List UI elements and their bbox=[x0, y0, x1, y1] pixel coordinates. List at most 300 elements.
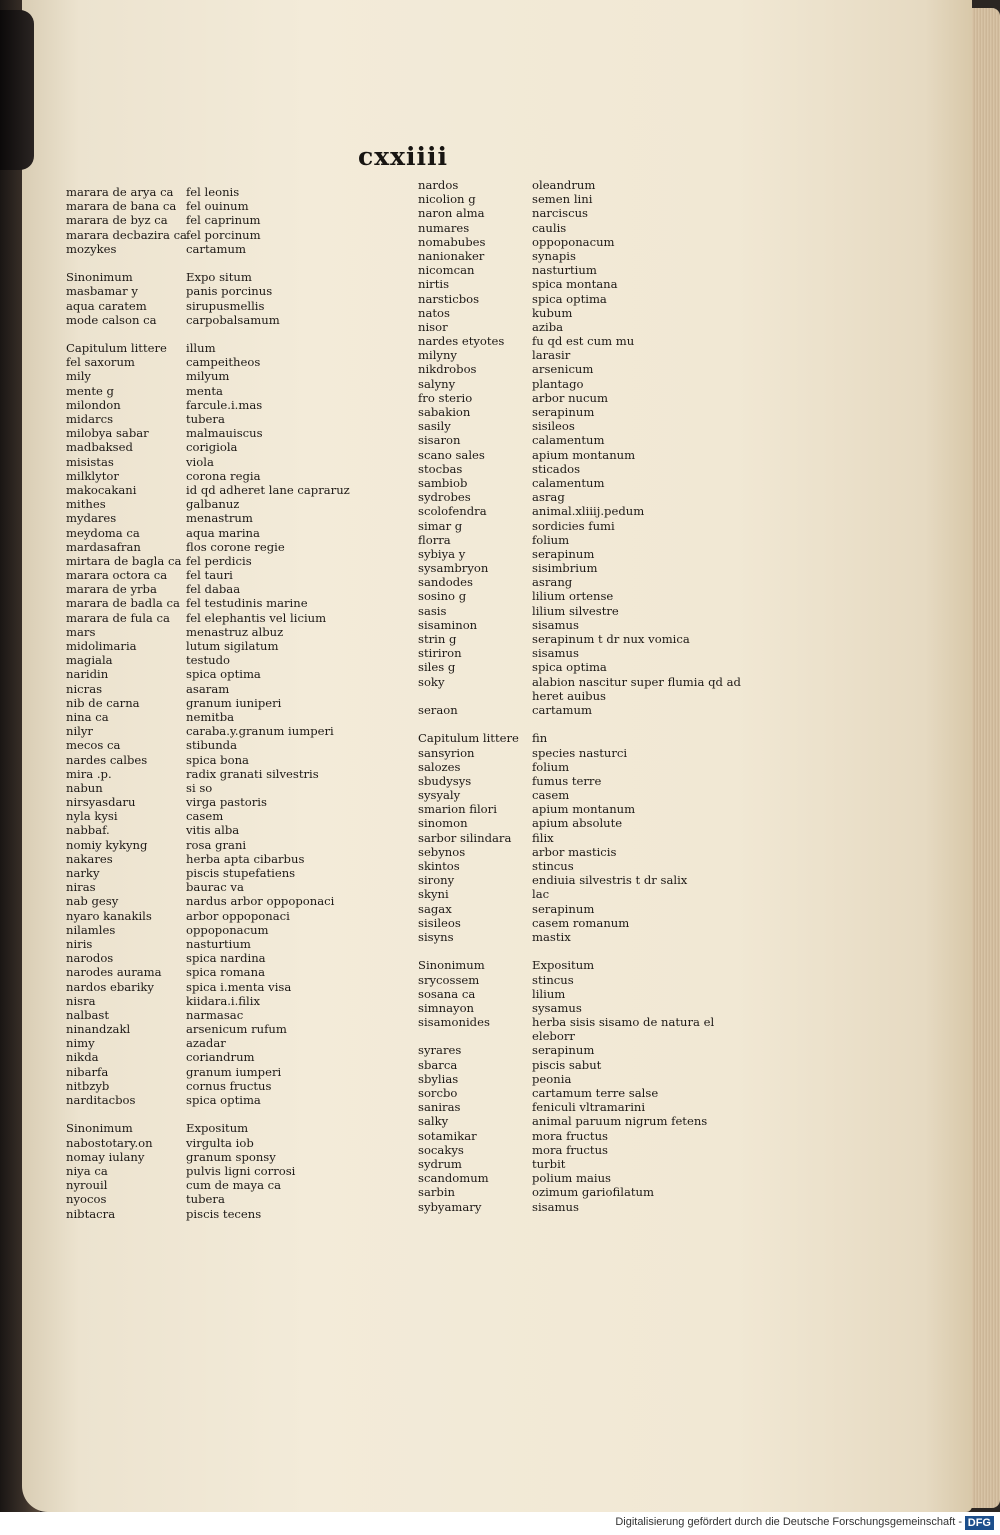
text-line: cornus fructus bbox=[186, 1078, 272, 1093]
text-line: piscis stupefatiens bbox=[186, 866, 296, 880]
text-line: nisra bbox=[66, 993, 96, 1008]
text-line: mardasafran bbox=[66, 539, 141, 554]
text-line: sisyns bbox=[418, 929, 454, 944]
text-line: cartamum bbox=[532, 702, 592, 717]
text-line bbox=[418, 717, 519, 731]
text-line: meydoma ca bbox=[66, 525, 140, 540]
text-line: sordicies fumi bbox=[532, 518, 615, 533]
text-line: sirupusmellis bbox=[186, 298, 265, 313]
text-line: salozes bbox=[418, 759, 461, 774]
text-line: spica optima bbox=[186, 1093, 261, 1107]
text-line: marara de fula ca bbox=[66, 610, 170, 625]
text-line: sybyamary bbox=[418, 1199, 482, 1214]
text-line: aqua caratem bbox=[66, 298, 147, 313]
text-line: sybiya y bbox=[418, 546, 466, 561]
text-line: asrag bbox=[532, 490, 565, 505]
text-line: skintos bbox=[418, 859, 460, 873]
text-line: arbor nucum bbox=[532, 390, 608, 405]
text-line: virga pastoris bbox=[186, 795, 267, 810]
text-line: nardos bbox=[418, 178, 459, 192]
text-line: skyni bbox=[418, 887, 449, 902]
text-line: sysambryon bbox=[418, 561, 489, 576]
text-line: nyrouil bbox=[66, 1178, 108, 1193]
text-line: animal.xliiij.pedum bbox=[532, 504, 645, 519]
text-line: asrang bbox=[532, 575, 573, 590]
text-line: lilium silvestre bbox=[532, 603, 619, 618]
text-line: nirtis bbox=[418, 277, 450, 292]
text-line: virgulta iob bbox=[186, 1135, 254, 1150]
text-line: fel leonis bbox=[186, 185, 240, 199]
text-line: sosino g bbox=[418, 589, 467, 604]
text-line: sisimbrium bbox=[532, 561, 598, 576]
text-line: midarcs bbox=[66, 412, 114, 426]
text-line: serapinum bbox=[532, 546, 595, 561]
text-line: scandomum bbox=[418, 1171, 489, 1186]
text-line bbox=[532, 717, 741, 731]
text-line: farcule.i.mas bbox=[186, 397, 263, 412]
text-line: arbor oppoponaci bbox=[186, 908, 290, 923]
text-line: narciscus bbox=[532, 206, 588, 221]
text-line: baurac va bbox=[186, 880, 244, 895]
text-line: campeitheos bbox=[186, 355, 261, 370]
text-line: syrares bbox=[418, 1043, 462, 1058]
text-line: sebynos bbox=[418, 844, 466, 859]
text-line: fel saxorum bbox=[66, 355, 135, 370]
text-line: si so bbox=[186, 780, 213, 795]
text-line bbox=[418, 944, 519, 958]
text-line: narditacbos bbox=[66, 1093, 136, 1107]
text-line: spica optima bbox=[186, 667, 261, 682]
text-line: marara de yrba bbox=[66, 582, 157, 597]
column-3 bbox=[418, 178, 519, 1214]
text-line: Capitulum littere bbox=[66, 341, 167, 356]
text-line bbox=[66, 1107, 187, 1121]
text-line: piscis tecens bbox=[186, 1206, 262, 1221]
folio-number: cxxiiii bbox=[358, 142, 449, 171]
text-line: oppoponacum bbox=[186, 922, 269, 937]
text-line: nibarfa bbox=[66, 1064, 109, 1079]
text-line: filix bbox=[532, 830, 554, 845]
text-line: stincus bbox=[532, 859, 574, 873]
text-line: fel perdicis bbox=[186, 553, 252, 568]
text-line: tubera bbox=[186, 1192, 225, 1207]
text-line: Expositum bbox=[186, 1121, 249, 1136]
text-line: sisamonides bbox=[418, 1015, 490, 1030]
text-line: asaram bbox=[186, 681, 230, 696]
text-line: stiriron bbox=[418, 646, 462, 661]
text-line: srycossem bbox=[418, 972, 480, 987]
text-line: sbarca bbox=[418, 1057, 458, 1072]
text-line: nanionaker bbox=[418, 248, 485, 263]
text-line: marara de badla ca bbox=[66, 596, 180, 611]
text-line: rosa grani bbox=[186, 837, 247, 852]
text-line: sansyrion bbox=[418, 745, 475, 760]
text-line: makocakani bbox=[66, 482, 137, 497]
text-line: natos bbox=[418, 305, 450, 320]
text-line: fel elephantis vel licium bbox=[186, 610, 327, 625]
text-line: narky bbox=[66, 866, 100, 880]
text-line: nasturtium bbox=[186, 936, 251, 951]
text-line: sydrobes bbox=[418, 490, 471, 505]
text-line: fu qd est cum mu bbox=[532, 334, 635, 349]
text-line: panis porcinus bbox=[186, 284, 273, 299]
text-line: larasir bbox=[532, 348, 571, 363]
text-line: marara de arya ca bbox=[66, 185, 174, 199]
text-line: apium montanum bbox=[532, 447, 636, 462]
text-line: mira .p. bbox=[66, 766, 112, 781]
text-line: sorcbo bbox=[418, 1086, 458, 1100]
text-line: corigiola bbox=[186, 440, 238, 455]
text-line: sarbor silindara bbox=[418, 830, 512, 845]
text-line: masbamar y bbox=[66, 284, 138, 299]
text-line: cum de maya ca bbox=[186, 1178, 282, 1193]
text-line: animal paruum nigrum fetens bbox=[532, 1114, 708, 1129]
text-line: sisamus bbox=[532, 1199, 579, 1214]
text-line: azadar bbox=[186, 1036, 226, 1051]
text-line: fel testudinis marine bbox=[186, 596, 308, 611]
text-line: herba sisis sisamo de natura el bbox=[532, 1015, 715, 1030]
text-line: naridin bbox=[66, 667, 109, 682]
text-line: simar g bbox=[418, 518, 463, 533]
text-line: Expositum bbox=[532, 958, 595, 973]
text-line: fro sterio bbox=[418, 390, 473, 405]
text-line: niris bbox=[66, 936, 93, 951]
text-line: salky bbox=[418, 1114, 449, 1129]
text-line: Expo situm bbox=[186, 270, 252, 285]
text-line: vitis alba bbox=[186, 823, 240, 838]
text-line: nyaro kanakils bbox=[66, 908, 152, 923]
text-line: nardus arbor oppoponaci bbox=[186, 894, 335, 909]
text-line: mirtara de bagla ca bbox=[66, 553, 182, 568]
text-line: aziba bbox=[532, 319, 564, 334]
text-line: numares bbox=[418, 220, 470, 235]
text-line: testudo bbox=[186, 653, 230, 668]
text-line: nyocos bbox=[66, 1192, 107, 1207]
text-line: lilium ortense bbox=[532, 589, 614, 604]
text-line: lutum sigilatum bbox=[186, 639, 279, 653]
text-line: mastix bbox=[532, 929, 571, 944]
text-line: midolimaria bbox=[66, 639, 137, 653]
text-line: cartamum terre salse bbox=[532, 1086, 659, 1100]
text-line: synapis bbox=[532, 248, 576, 263]
text-line: fel dabaa bbox=[186, 582, 241, 597]
text-line: carpobalsamum bbox=[186, 312, 280, 327]
text-line: nardes calbes bbox=[66, 752, 148, 767]
text-line: spica montana bbox=[532, 277, 618, 292]
text-line: polium maius bbox=[532, 1171, 611, 1186]
text-line: sagax bbox=[418, 901, 452, 916]
text-line: pulvis ligni corrosi bbox=[186, 1163, 296, 1178]
text-line: soky bbox=[418, 674, 445, 689]
text-line: mecos ca bbox=[66, 738, 121, 753]
text-line: nirsyasdaru bbox=[66, 795, 136, 810]
text-line: sirony bbox=[418, 873, 455, 888]
text-line bbox=[186, 327, 350, 341]
text-line: corona regia bbox=[186, 468, 261, 483]
text-line: flos corone regie bbox=[186, 539, 285, 554]
text-line: nomay iulany bbox=[66, 1149, 145, 1164]
text-line: sisileos bbox=[532, 419, 575, 434]
text-line: Capitulum littere bbox=[418, 731, 519, 746]
text-line: scolofendra bbox=[418, 504, 487, 519]
text-line: heret auibus bbox=[532, 688, 607, 703]
text-line: nicras bbox=[66, 681, 103, 696]
text-line: nina ca bbox=[66, 709, 109, 724]
text-line: spica bona bbox=[186, 752, 249, 767]
text-line: marara de bana ca bbox=[66, 199, 177, 214]
text-line: fel ouinum bbox=[186, 199, 249, 214]
text-line: scano sales bbox=[418, 447, 485, 462]
text-line: nab gesy bbox=[66, 894, 119, 909]
text-line: nibtacra bbox=[66, 1206, 116, 1221]
text-line: sasis bbox=[418, 603, 447, 618]
text-line: stincus bbox=[532, 972, 574, 987]
text-line: spica i.menta visa bbox=[186, 979, 292, 994]
text-line: Sinonimum bbox=[66, 270, 133, 285]
text-line: calamentum bbox=[532, 475, 605, 490]
text-line: nardos ebariky bbox=[66, 979, 154, 994]
text-line: marara de byz ca bbox=[66, 213, 168, 228]
text-line: semen lini bbox=[532, 192, 593, 207]
text-line: granum sponsy bbox=[186, 1149, 276, 1164]
text-line: oleandrum bbox=[532, 178, 596, 192]
text-line: menastrum bbox=[186, 511, 253, 526]
text-line: nardes etyotes bbox=[418, 334, 505, 349]
text-line: narmasac bbox=[186, 1007, 244, 1022]
text-line: nikda bbox=[66, 1050, 99, 1065]
text-line: casem bbox=[186, 809, 224, 824]
text-line: narodos bbox=[66, 951, 114, 966]
text-line: spica romana bbox=[186, 965, 265, 980]
text-line bbox=[186, 1107, 350, 1121]
text-line: apium montanum bbox=[532, 802, 636, 817]
text-line: turbit bbox=[532, 1156, 566, 1171]
column-1 bbox=[66, 185, 187, 1221]
text-line: serapinum bbox=[532, 901, 595, 916]
text-line: milondon bbox=[66, 397, 121, 412]
text-line: sosana ca bbox=[418, 986, 476, 1001]
text-line: radix granati silvestris bbox=[186, 766, 319, 781]
text-line: piscis sabut bbox=[532, 1057, 602, 1072]
text-line: siles g bbox=[418, 660, 456, 675]
text-line bbox=[186, 256, 350, 270]
text-line bbox=[532, 944, 741, 958]
text-line: menastruz albuz bbox=[186, 624, 284, 639]
text-line: nikdrobos bbox=[418, 362, 477, 377]
text-line: stocbas bbox=[418, 461, 463, 476]
footer-credit: Digitalisierung gefördert durch die Deutsche Forschungsgemeinschaft - bbox=[615, 1516, 962, 1528]
text-line: simnayon bbox=[418, 1000, 475, 1015]
text-line: granum iumperi bbox=[186, 1064, 282, 1079]
text-line: casem romanum bbox=[532, 915, 630, 930]
text-line: cartamum bbox=[186, 241, 246, 256]
text-line: nalbast bbox=[66, 1007, 110, 1022]
text-line: sysamus bbox=[532, 1000, 582, 1015]
text-line: arbor masticis bbox=[532, 844, 617, 859]
text-line: folium bbox=[532, 532, 570, 547]
text-line: lac bbox=[532, 887, 550, 902]
text-line: fel caprinum bbox=[186, 213, 261, 228]
text-line: nicomcan bbox=[418, 263, 475, 278]
text-line: milobya sabar bbox=[66, 426, 149, 441]
text-line: folium bbox=[532, 759, 570, 774]
text-line bbox=[66, 256, 187, 270]
binding-shadow bbox=[0, 10, 34, 170]
text-line: sisamus bbox=[532, 617, 579, 632]
text-line: plantago bbox=[532, 376, 584, 391]
text-line: tubera bbox=[186, 412, 225, 426]
text-line: ozimum gariofilatum bbox=[532, 1185, 654, 1200]
text-line: nilyr bbox=[66, 724, 93, 739]
column-2 bbox=[186, 185, 350, 1221]
text-line: lilium bbox=[532, 986, 566, 1001]
dfg-logo: DFG bbox=[965, 1516, 994, 1530]
text-line: mydares bbox=[66, 511, 117, 526]
text-line: arsenicum bbox=[532, 362, 594, 377]
text-line: sarbin bbox=[418, 1185, 456, 1200]
text-line bbox=[66, 327, 187, 341]
text-line: nasturtium bbox=[532, 263, 597, 278]
text-line: sambiob bbox=[418, 475, 468, 490]
text-line: niya ca bbox=[66, 1163, 108, 1178]
text-line: menta bbox=[186, 383, 223, 398]
text-line: mode calson ca bbox=[66, 312, 157, 327]
text-line: nisor bbox=[418, 319, 448, 334]
text-line: nilamles bbox=[66, 922, 116, 937]
text-line: sisaron bbox=[418, 433, 461, 448]
text-line: apium absolute bbox=[532, 816, 623, 831]
text-line: calamentum bbox=[532, 433, 605, 448]
text-line: viola bbox=[186, 454, 214, 469]
text-line: sticados bbox=[532, 461, 581, 476]
text-line: mars bbox=[66, 624, 96, 639]
text-line: mily bbox=[66, 369, 91, 384]
text-line: coriandrum bbox=[186, 1050, 255, 1065]
text-line: nimy bbox=[66, 1036, 95, 1051]
text-line: florra bbox=[418, 532, 451, 547]
text-line: casem bbox=[532, 788, 570, 803]
text-line: kiidara.i.filix bbox=[186, 993, 260, 1008]
text-line: species nasturci bbox=[532, 745, 628, 760]
text-line: madbaksed bbox=[66, 440, 133, 455]
text-line: sinomon bbox=[418, 816, 468, 831]
text-line: sabakion bbox=[418, 405, 471, 419]
text-line: magiala bbox=[66, 653, 113, 668]
text-line: endiuia silvestris t dr salix bbox=[532, 873, 688, 888]
text-line: nabbaf. bbox=[66, 823, 110, 838]
text-line: narsticbos bbox=[418, 291, 480, 306]
text-line: mente g bbox=[66, 383, 114, 398]
text-line: sisaminon bbox=[418, 617, 478, 632]
text-line: spica nardina bbox=[186, 951, 266, 966]
text-line: nomiy kykyng bbox=[66, 837, 148, 852]
text-line: caraba.y.granum iumperi bbox=[186, 724, 334, 739]
text-line: seraon bbox=[418, 702, 458, 717]
text-line: stibunda bbox=[186, 738, 238, 753]
text-line: nemitba bbox=[186, 709, 235, 724]
text-line: fel porcinum bbox=[186, 227, 261, 242]
text-line: nabun bbox=[66, 780, 103, 795]
text-line: salyny bbox=[418, 376, 456, 391]
text-line: nyla kysi bbox=[66, 809, 118, 824]
text-line: sydrum bbox=[418, 1156, 462, 1171]
text-line: sandodes bbox=[418, 575, 473, 590]
text-line: illum bbox=[186, 341, 216, 356]
text-line: mithes bbox=[66, 497, 106, 512]
text-line: eleborr bbox=[532, 1029, 575, 1044]
text-line: milyum bbox=[186, 369, 230, 384]
text-line: nomabubes bbox=[418, 234, 486, 249]
text-line: sbudysys bbox=[418, 773, 472, 788]
text-line: mora fructus bbox=[532, 1128, 608, 1143]
text-line: socakys bbox=[418, 1142, 464, 1157]
text-line: mora fructus bbox=[532, 1142, 608, 1157]
text-line: fin bbox=[532, 731, 548, 746]
text-line: strin g bbox=[418, 632, 457, 646]
text-line: Sinonimum bbox=[66, 1121, 133, 1136]
text-line bbox=[418, 689, 519, 703]
text-line: kubum bbox=[532, 305, 573, 320]
text-line: sasily bbox=[418, 419, 451, 434]
text-line: herba apta cibarbus bbox=[186, 851, 305, 866]
text-line: id qd adheret lane capraruz bbox=[186, 482, 350, 497]
text-line: smarion filori bbox=[418, 802, 497, 817]
text-line: Sinonimum bbox=[418, 958, 485, 973]
text-line: mozykes bbox=[66, 241, 117, 256]
text-line: milyny bbox=[418, 348, 457, 363]
text-line: milklytor bbox=[66, 468, 119, 483]
text-line: misistas bbox=[66, 454, 114, 469]
text-line: nitbzyb bbox=[66, 1078, 110, 1093]
text-line: oppoponacum bbox=[532, 234, 615, 249]
text-line bbox=[418, 1029, 519, 1043]
text-line: serapinum bbox=[532, 405, 595, 419]
text-line: malmauiscus bbox=[186, 426, 263, 441]
text-line: serapinum bbox=[532, 1043, 595, 1058]
text-line: fel tauri bbox=[186, 568, 233, 583]
text-line: niras bbox=[66, 880, 96, 895]
text-line: sotamikar bbox=[418, 1128, 477, 1143]
text-line: alabion nascitur super flumia qd ad bbox=[532, 674, 741, 689]
text-line: arsenicum rufum bbox=[186, 1022, 287, 1037]
text-line: sbylias bbox=[418, 1071, 459, 1086]
text-line: galbanuz bbox=[186, 497, 240, 512]
column-4 bbox=[532, 178, 741, 1214]
text-line: narodes aurama bbox=[66, 965, 162, 980]
text-line: sisamus bbox=[532, 646, 579, 661]
text-line: fumus terre bbox=[532, 773, 602, 788]
text-line: peonia bbox=[532, 1071, 572, 1086]
footer-bar bbox=[0, 1512, 1000, 1535]
text-line: saniras bbox=[418, 1100, 461, 1115]
text-line: aqua marina bbox=[186, 525, 260, 540]
text-line: sisileos bbox=[418, 915, 461, 930]
text-line: serapinum t dr nux vomica bbox=[532, 632, 690, 646]
text-line: marara octora ca bbox=[66, 568, 168, 583]
text-line: marara decbazira ca bbox=[66, 227, 187, 242]
text-line: caulis bbox=[532, 220, 567, 235]
text-line: nicolion g bbox=[418, 192, 476, 207]
text-line: spica optima bbox=[532, 660, 607, 675]
text-line: spica optima bbox=[532, 291, 607, 306]
text-line: granum iuniperi bbox=[186, 695, 282, 710]
text-line: nabostotary.on bbox=[66, 1135, 153, 1150]
text-line: sysyaly bbox=[418, 788, 461, 803]
text-line: naron alma bbox=[418, 206, 485, 221]
text-line: ninandzakl bbox=[66, 1022, 131, 1037]
text-line: nib de carna bbox=[66, 695, 140, 710]
text-line: nakares bbox=[66, 851, 113, 866]
